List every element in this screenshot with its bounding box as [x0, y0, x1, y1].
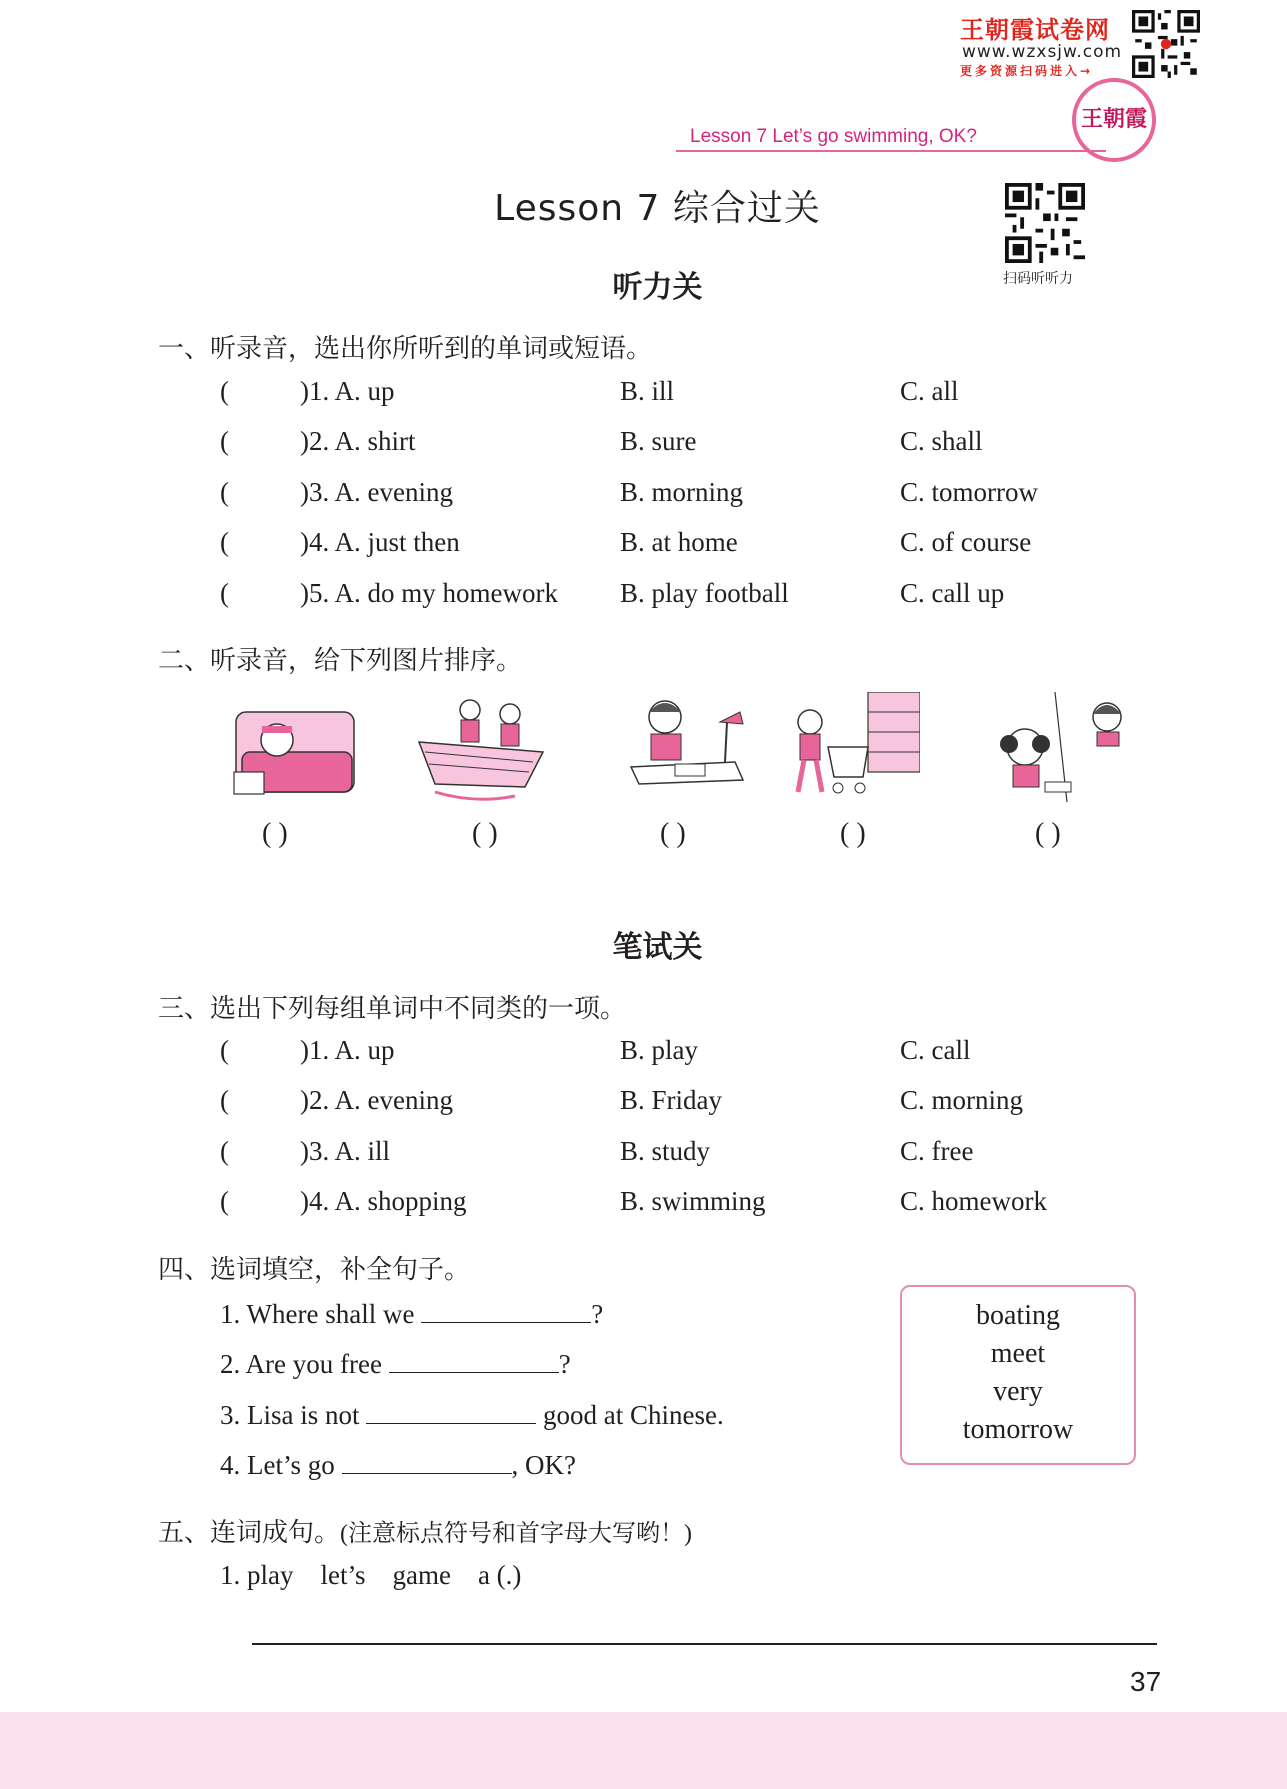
page-number: 37 — [1130, 1666, 1162, 1697]
blank-2[interactable] — [389, 1348, 559, 1373]
shopping-picture — [788, 692, 920, 804]
q5-note: (注意标点符号和首字母大写哟！) — [340, 1521, 692, 1547]
q4-sentence-3: 3. Lisa is not good at Chinese. — [220, 1400, 724, 1430]
qr-code-icon[interactable] — [1132, 10, 1200, 78]
writing-section-title: 笔试关 — [612, 930, 703, 965]
answer-paren-4[interactable]: ( ) — [840, 818, 866, 849]
q5-heading: 五、连词成句。(注意标点符号和首字母大写哟！) — [158, 1518, 692, 1548]
footer-band — [0, 1712, 1287, 1789]
q4-heading: 四、选词填空，补全句子。 — [158, 1255, 471, 1285]
q4-sentence-2: 2. Are you free ? — [220, 1349, 571, 1379]
header-divider — [676, 150, 1106, 152]
q3-heading: 三、选出下列每组单词中不同类的一项。 — [158, 994, 627, 1024]
blank-3[interactable] — [366, 1399, 536, 1424]
blank-4[interactable] — [342, 1449, 512, 1474]
listening-qr-code-icon[interactable] — [1005, 183, 1085, 263]
word-bank-item: tomorrow — [962, 1414, 1074, 1445]
word-bank-item: very — [993, 1376, 1043, 1407]
q4-sentence-4: 4. Let’s go , OK? — [220, 1450, 576, 1480]
phone-call-picture — [995, 692, 1127, 804]
page-title: Lesson 7 综合过关 — [494, 188, 821, 229]
word-bank-item: meet — [990, 1338, 1046, 1369]
brand-title: 王朝霞试卷网 — [960, 16, 1110, 44]
word-bank-item: boating — [976, 1300, 1060, 1331]
blank-1[interactable] — [421, 1298, 591, 1323]
qr-caption: 扫码听听力 — [1003, 271, 1073, 287]
lesson-tab: Lesson 7 Let’s go swimming, OK? — [690, 126, 977, 147]
answer-paren-1[interactable]: ( ) — [262, 818, 288, 849]
q4-sentence-1: 1. Where shall we ? — [220, 1299, 604, 1329]
q1-heading: 一、听录音，选出你所听到的单词或短语。 — [158, 334, 653, 364]
brand-more-link[interactable]: 更多资源扫码进入→ — [960, 64, 1094, 78]
doing-homework-picture — [625, 692, 757, 804]
logo-text: 王朝霞 — [1080, 106, 1147, 132]
word-bank — [900, 1285, 1136, 1465]
q5-item-1: 1. play let’s game a (.) — [220, 1560, 522, 1590]
answer-paren-5[interactable]: ( ) — [1035, 818, 1061, 849]
brand-url[interactable]: www.wzxsjw.com — [962, 42, 1123, 62]
answer-paren-3[interactable]: ( ) — [660, 818, 686, 849]
boating-picture — [415, 692, 547, 804]
q2-heading: 二、听录音，给下列图片排序。 — [158, 646, 523, 676]
answer-paren-2[interactable]: ( ) — [472, 818, 498, 849]
footer-divider — [252, 1643, 1157, 1645]
sick-in-bed-picture — [232, 692, 364, 804]
listening-section-title: 听力关 — [612, 270, 703, 305]
